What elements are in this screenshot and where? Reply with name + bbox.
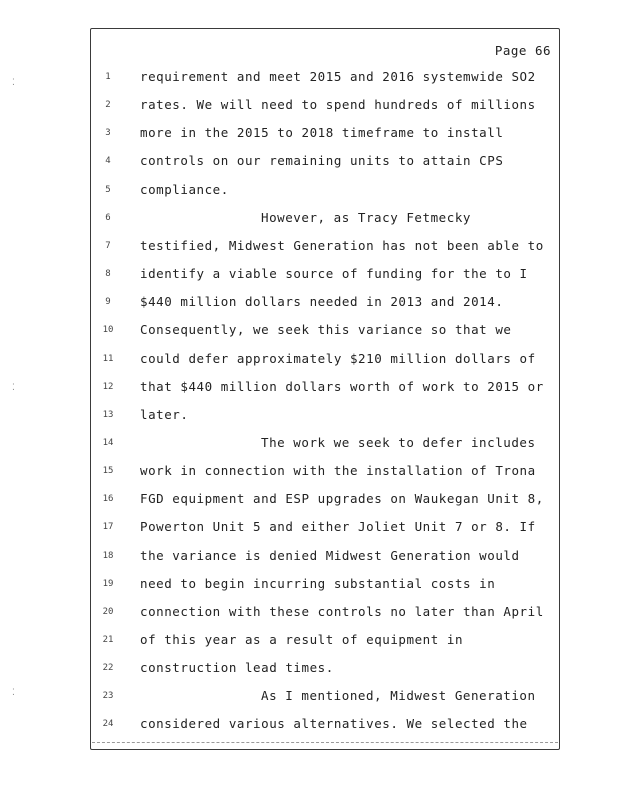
line-text: compliance. xyxy=(140,181,229,197)
transcript-line xyxy=(91,320,559,340)
line-text: rates. We will need to spend hundreds of millions xyxy=(140,97,536,113)
line-text: testified, Midwest Generation has not been able to xyxy=(140,237,544,253)
line-text: could defer approximately $210 million dollars of xyxy=(140,350,536,366)
transcript-line xyxy=(91,574,559,594)
line-text: FGD equipment and ESP upgrades on Waukegan Unit 8, xyxy=(140,491,544,507)
transcript-line xyxy=(91,658,559,678)
transcript-line xyxy=(91,686,559,706)
line-number: 21 xyxy=(102,635,114,645)
line-text: However, as Tracy Fetmecky xyxy=(261,209,471,225)
scan-mark: ⁚ xyxy=(12,383,15,393)
line-text: The work we seek to defer includes xyxy=(261,434,536,450)
line-text: Consequently, we seek this variance so that we xyxy=(140,322,512,338)
line-number: 2 xyxy=(105,100,111,111)
transcript-line xyxy=(91,123,559,143)
transcript-line xyxy=(91,489,559,509)
line-text: Powerton Unit 5 and either Joliet Unit 7 or 8. If xyxy=(140,519,536,535)
line-number: 20 xyxy=(102,606,114,617)
line-text: of this year as a result of equipment in xyxy=(140,632,464,647)
line-text: $440 million dollars needed in 2013 and 2014. xyxy=(140,294,504,310)
transcript-line xyxy=(91,67,559,87)
line-text: later. xyxy=(140,406,189,422)
transcript-line xyxy=(91,517,559,537)
line-number: 9 xyxy=(105,297,111,308)
line-number: 19 xyxy=(102,578,114,589)
line-text: As I mentioned, Midwest Generation xyxy=(261,688,536,704)
line-text: the variance is denied Midwest Generation would xyxy=(140,547,520,563)
line-number: 11 xyxy=(102,353,114,364)
line-text: requirement and meet 2015 and 2016 systemwide SO2 xyxy=(140,69,536,84)
transcript-line xyxy=(91,349,559,369)
line-number: 15 xyxy=(102,466,114,477)
transcript-line xyxy=(91,208,559,228)
line-text: need to begin incurring substantial costs in xyxy=(140,575,496,591)
transcript-line xyxy=(91,236,559,256)
line-number: 16 xyxy=(102,494,114,505)
line-number: 3 xyxy=(105,128,111,139)
transcript-line xyxy=(91,630,559,650)
transcript-line xyxy=(91,95,559,115)
line-text: more in the 2015 to 2018 timeframe to install xyxy=(140,125,504,141)
transcript-line xyxy=(91,151,559,171)
scan-border-bottom xyxy=(92,742,558,743)
line-number: 14 xyxy=(102,437,114,448)
line-text: construction lead times. xyxy=(140,660,334,676)
line-number: 22 xyxy=(102,663,114,674)
transcript-line xyxy=(91,546,559,566)
line-number: 8 xyxy=(105,269,111,280)
transcript-line xyxy=(91,180,559,200)
line-text: connection with these controls no later than April xyxy=(140,603,544,619)
scan-mark: ⁚ xyxy=(12,78,15,88)
line-number: 13 xyxy=(102,409,114,420)
transcript-line xyxy=(91,461,559,481)
line-number: 1 xyxy=(105,72,111,82)
line-number: 17 xyxy=(102,522,114,533)
transcript-line xyxy=(91,714,559,734)
page-number: Page 66 xyxy=(494,43,551,58)
line-number: 24 xyxy=(102,719,114,730)
line-number: 4 xyxy=(105,156,111,167)
transcript-line xyxy=(91,433,559,453)
transcript-line xyxy=(91,602,559,622)
transcript-line xyxy=(91,292,559,312)
transcript-line xyxy=(91,264,559,284)
line-number: 12 xyxy=(102,381,114,392)
line-number: 6 xyxy=(105,212,111,223)
line-text: controls on our remaining units to attain CPS xyxy=(140,153,504,169)
line-text: that $440 million dollars worth of work to 2015 or xyxy=(140,378,544,394)
line-number: 7 xyxy=(105,240,111,251)
line-text: identify a viable source of funding for the to I xyxy=(140,266,528,282)
line-number: 10 xyxy=(102,325,114,336)
line-text: considered various alternatives. We selected the xyxy=(140,716,528,732)
transcript-line xyxy=(91,405,559,425)
transcript-page xyxy=(90,28,560,750)
line-text: work in connection with the installation of Trona xyxy=(140,463,536,479)
transcript-line xyxy=(91,377,559,397)
line-number: 5 xyxy=(105,184,111,195)
line-number: 18 xyxy=(102,550,114,561)
scan-mark: ⁚ xyxy=(12,688,15,698)
line-number: 23 xyxy=(102,691,114,702)
